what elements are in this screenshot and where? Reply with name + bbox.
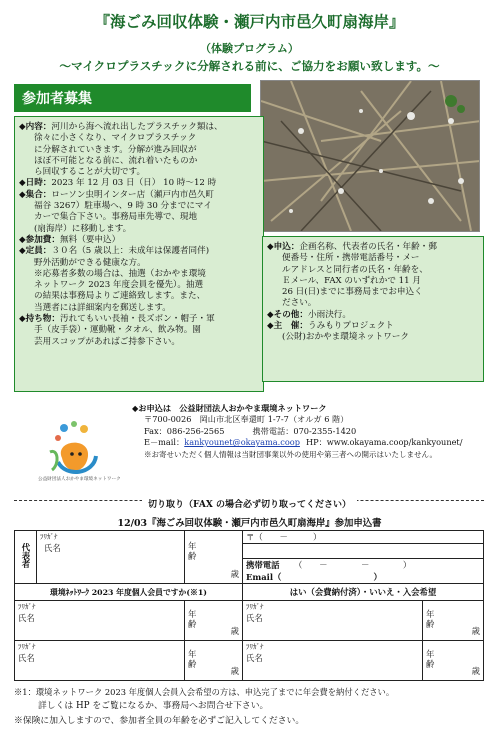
beach-photo — [260, 80, 480, 232]
bullet-diamond-icon: ◆ — [19, 314, 26, 325]
contact-hp[interactable]: HP：www.okayama.coop/kankyounet/ — [305, 437, 463, 448]
member-answer-options[interactable]: はい（会費納付済）・いいえ・入会希望 — [243, 584, 484, 601]
event-item-text: ３０名（5 歳以上：未成年は保護者同伴) — [51, 246, 210, 257]
event-item-text: 汚れてもいい長袖・長ズボン・帽子・軍 — [60, 314, 215, 325]
companion-3-age[interactable] — [185, 641, 243, 681]
form-title: 12/03『海ごみ回収体験・瀬戸内市邑久町扇海岸』参加申込書 — [117, 518, 382, 529]
companion-2-name-label: 氏名 — [246, 613, 263, 623]
rep-furigana-label: ﾌﾘｶﾞﾅ — [40, 533, 58, 541]
event-item-text: (扇海岸）に移動します。 — [34, 223, 132, 234]
event-item-text: の結果は事務局よりご連絡致します。また、 — [34, 291, 206, 302]
contact-address: 〒700-0026 岡山市北区奉還町 1-7-7（オルガ 6 階） — [144, 414, 349, 425]
companion-3-name-label: 氏名 — [18, 653, 35, 663]
event-item-text: 徐々に小さくなり、マイクロプラスチック — [34, 133, 197, 144]
note-insurance: ※保険に加入しますので、参加者全員の年齢を必ずご記入してください。 — [14, 716, 305, 726]
contact-email-link[interactable]: kankyounet@okayama.coop — [184, 437, 300, 448]
rep-age-field[interactable] — [185, 531, 243, 584]
privacy-notice: ※お寄せいただく個人情報は当財団事業以外の使用や第三者への開示はいたしません。 — [144, 449, 437, 459]
apply-item-text: ルアドレスと同行者の氏名・年齢を、 — [282, 264, 428, 275]
event-item-text: ローソン虫明インター店（瀬戸内市邑久町 — [51, 189, 215, 200]
bullet-diamond-icon: ◆ — [267, 242, 274, 252]
bullet-diamond-icon: ◆ — [19, 122, 26, 132]
apply-item-text: ださい。 — [282, 298, 317, 309]
apply-item-head: 主 催： — [273, 321, 308, 332]
event-item-head: 内容： — [25, 122, 52, 132]
apply-item-text: うみもりプロジェクト — [308, 321, 394, 332]
rep-name-field[interactable] — [37, 531, 185, 584]
bullet-diamond-icon: ◆ — [19, 246, 26, 257]
apply-item-text: 便番号・住所・携帯電話番号・メー — [282, 253, 420, 264]
bullet-diamond-icon: ◆ — [267, 309, 274, 320]
page-tagline: ～マイクロプラスチックに分解される前に、ご協力をお願い致します。～ — [59, 59, 440, 73]
companion-4-furigana: ﾌﾘｶﾞﾅ — [246, 643, 264, 651]
companion-1-furigana: ﾌﾘｶﾞﾅ — [18, 603, 36, 611]
note-membership-detail: 詳しくは HP をご覧になるか、事務局へお問合せ下さい。 — [38, 701, 269, 711]
companion-1-name[interactable] — [15, 601, 185, 641]
companion-4-age-label: 年齢 — [426, 649, 435, 669]
event-item-5 — [19, 314, 258, 348]
apply-item-head: 申込： — [273, 242, 300, 252]
apply-item-0 — [267, 242, 478, 310]
companion-1-age-unit: 歳 — [230, 626, 239, 636]
event-item-head: 持ち物： — [25, 314, 60, 325]
companion-4-age-unit: 歳 — [471, 666, 480, 676]
bullet-diamond-icon: ◆ — [19, 189, 26, 200]
companion-2-age[interactable] — [423, 601, 484, 641]
event-item-4 — [19, 246, 258, 314]
companion-1-name-label: 氏名 — [18, 613, 35, 623]
event-item-1 — [19, 178, 258, 189]
companion-table — [14, 600, 484, 681]
logo-caption: 公益財団法人おかやま環境ネットワーク — [38, 477, 121, 482]
companion-1-age[interactable] — [185, 601, 243, 641]
event-details-box — [14, 116, 264, 392]
rep-postal-field[interactable]: 〒（ － ） — [243, 531, 483, 544]
companion-2-age-unit: 歳 — [471, 626, 480, 636]
companion-3-furigana: ﾌﾘｶﾞﾅ — [18, 643, 36, 651]
companion-3-age-unit: 歳 — [230, 666, 239, 676]
contact-org: ◆お申込は 公益財団法人おかやま環境ネットワーク — [132, 403, 327, 413]
event-item-text: カーで集合下さい。事務局車先導で、現地 — [34, 212, 198, 223]
event-item-text: ※応募者多数の場合は、抽選（おかやま環境 — [34, 268, 206, 279]
bullet-diamond-icon: ◆ — [19, 178, 26, 189]
apply-item-text: 小雨決行。 — [308, 309, 351, 320]
companion-2-age-label: 年齢 — [426, 609, 435, 629]
application-form — [14, 530, 484, 601]
beach-debris-image — [261, 81, 480, 232]
event-item-text: 芸用スコップがあればご持参下さい。 — [34, 336, 180, 347]
event-item-text: 河川から海へ流れ出したプラスチック類は、 — [51, 122, 223, 132]
event-item-text: 手（皮手袋）・運動靴・タオル、飲み物。園 — [34, 325, 201, 336]
event-item-head: 参加費： — [25, 234, 60, 245]
rep-age-unit: 歳 — [230, 569, 239, 579]
rep-age-label: 年齢 — [188, 541, 197, 561]
event-item-3 — [19, 235, 258, 246]
apply-item-text: Ｅメール、FAX のいずれかで 11 月 — [282, 275, 421, 286]
companion-3-name[interactable] — [15, 641, 185, 681]
companion-3-age-label: 年齢 — [188, 649, 197, 669]
member-question: 環境ﾈｯﾄﾜｰｸ 2023 年度個人会員ですか(※1) — [15, 584, 243, 601]
contact-mobile: 携帯電話：070-2355-1420 — [252, 425, 357, 436]
email-label: E－mail： — [144, 437, 185, 448]
apply-item-head: その他： — [273, 309, 308, 320]
apply-item-1 — [267, 310, 478, 321]
event-item-text: 福谷 3267）駐車場へ、9 時 30 分までにマイ — [34, 201, 212, 212]
bullet-diamond-icon: ◆ — [267, 321, 274, 332]
rep-email-field[interactable]: Email（ ） — [246, 572, 382, 582]
rep-mobile-label: 携帯電話 — [246, 560, 280, 570]
page-subtitle: （体験プログラム） — [200, 42, 299, 55]
event-item-text: 野外活動ができる健康な方。 — [34, 257, 146, 268]
companion-2-furigana: ﾌﾘｶﾞﾅ — [246, 603, 264, 611]
cut-label: 切り取り（FAX の場合必ず切り取ってください） — [142, 500, 357, 510]
companion-2-name[interactable] — [243, 601, 423, 641]
okayama-env-network-logo — [38, 418, 121, 486]
event-item-text: ほぼ不可能となる前に、流れ着いたものか — [34, 155, 198, 166]
application-details-box — [262, 236, 484, 382]
event-item-text: 2023 年 12 月 03 日（日） 10 時～12 時 — [51, 178, 217, 189]
companion-1-age-label: 年齢 — [188, 609, 197, 629]
event-item-head: 定員： — [25, 246, 52, 257]
apply-item-2 — [267, 321, 478, 344]
companion-4-name[interactable] — [243, 641, 423, 681]
event-item-0 — [19, 122, 258, 178]
rep-mobile-value: （ － － ） — [294, 560, 412, 570]
rep-name-label: 氏名 — [44, 543, 61, 553]
recruit-banner: 参加者募集 — [14, 84, 251, 112]
rep-label-cell — [15, 531, 37, 584]
bullet-diamond-icon: ◆ — [19, 234, 26, 245]
companion-4-age[interactable] — [423, 641, 484, 681]
event-item-head: 集合： — [25, 189, 52, 200]
apply-item-text: 26 日(日)までに事務局までお申込く — [282, 287, 423, 298]
event-item-text: 無料（要申込） — [60, 234, 121, 245]
apply-item-text: 企画名称、代表者の氏名・年齢・郵 — [299, 242, 437, 252]
contact-fax: Fax：086-256-2565 — [144, 425, 225, 436]
companion-4-name-label: 氏名 — [246, 653, 263, 663]
event-item-head: 日時： — [25, 178, 52, 189]
event-item-2 — [19, 190, 258, 235]
note-membership: ※1：環境ネットワーク 2023 年度個人会員入会希望の方は、申込完了までに年会費を納付ください。 — [14, 687, 395, 697]
rep-label: 代表者 — [21, 542, 31, 569]
contact-info — [132, 403, 482, 460]
apply-item-text: (公財)おかやま環境ネットワーク — [282, 332, 410, 343]
rep-contact-cell — [243, 531, 484, 584]
rep-mobile-field[interactable] — [243, 558, 483, 571]
page-title: 『海ごみ回収体験・瀬戸内市邑久町扇海岸』 — [94, 12, 405, 31]
event-item-text: ネットワーク 2023 年度会員を優先）。抽選 — [34, 280, 204, 291]
event-item-text: に分解されていきます。分解が進み回収が — [34, 144, 197, 155]
event-item-text: 当選者には詳細案内を郵送します。 — [34, 302, 171, 313]
event-item-text: ら回収することが大切です。 — [34, 167, 146, 178]
